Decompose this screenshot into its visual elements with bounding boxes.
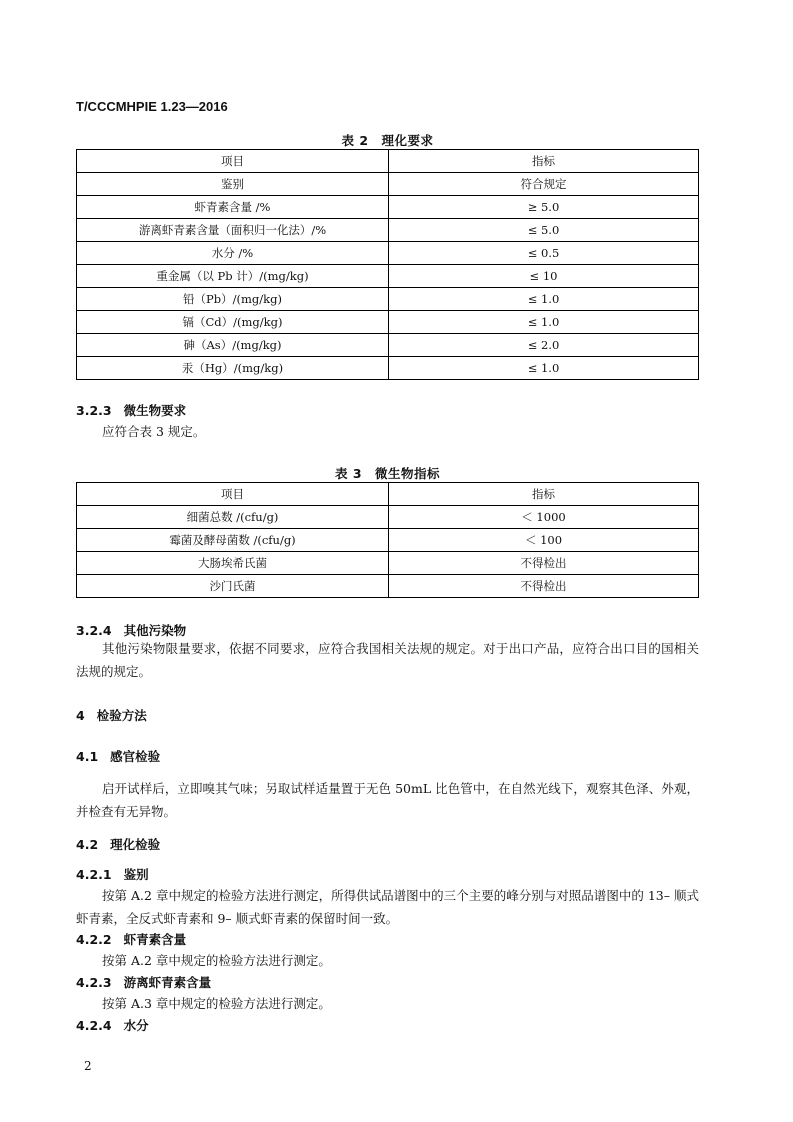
section-number: 4.2.3 <box>76 975 112 990</box>
table-row <box>77 357 699 380</box>
index-cell: ≤ 5.0 <box>389 219 699 242</box>
section-title: 检验方法 <box>96 708 147 723</box>
index-cell: 不得检出 <box>389 575 699 598</box>
section-number: 4.1 <box>76 749 99 764</box>
index-cell: ≤ 0.5 <box>389 242 699 265</box>
index-cell: ≤ 1.0 <box>389 288 699 311</box>
item-cell: 沙门氏菌 <box>77 575 389 598</box>
section-4-heading <box>76 706 147 724</box>
item-cell: 游离虾青素含量（面积归一化法）/% <box>77 219 389 242</box>
section-title: 理化检验 <box>110 837 161 852</box>
index-cell: 不得检出 <box>389 552 699 575</box>
section-title: 鉴别 <box>123 867 149 882</box>
section-number: 4.2.2 <box>76 932 112 947</box>
section-number: 4.2 <box>76 837 99 852</box>
item-cell: 铅（Pb）/(mg/kg) <box>77 288 389 311</box>
table-row <box>77 506 699 529</box>
item-cell: 汞（Hg）/(mg/kg) <box>77 357 389 380</box>
item-cell: 鉴别 <box>77 173 389 196</box>
item-cell: 霉菌及酵母菌数 /(cfu/g) <box>77 529 389 552</box>
section-title: 感官检验 <box>110 749 161 764</box>
table2-caption: 表 2 理化要求 <box>341 133 434 148</box>
table-row <box>77 242 699 265</box>
page-number: 2 <box>84 1059 92 1073</box>
index-cell: ≤ 2.0 <box>389 334 699 357</box>
table-row <box>77 219 699 242</box>
document-id: T/CCCMHPIE 1.23—2016 <box>76 99 228 114</box>
index-cell: ＜ 100 <box>389 529 699 552</box>
section-number: 4 <box>76 708 85 723</box>
table-row <box>77 334 699 357</box>
section-4-1-heading <box>76 747 160 765</box>
index-cell: ≤ 1.0 <box>389 311 699 334</box>
section-4-2-3-heading <box>76 973 211 991</box>
index-cell: ≤ 1.0 <box>389 357 699 380</box>
section-4-2-4-heading <box>76 1016 149 1034</box>
section-4-2-3-text: 按第 A.3 章中规定的检验方法进行测定。 <box>102 996 331 1011</box>
table3-caption: 表 3 微生物指标 <box>334 466 441 481</box>
table-row <box>77 265 699 288</box>
section-number: 3.2.4 <box>76 623 112 638</box>
header-cell-item: 项目 <box>77 150 389 173</box>
header-cell-item: 项目 <box>77 483 389 506</box>
section-4-1-text: 启开试样后，立即嗅其气味；另取试样适量置于无色 50mL 比色管中，在自然光线下，观察其色泽、外观，并检查有无异物。 <box>76 781 699 819</box>
section-4-2-2-heading <box>76 930 186 948</box>
table2 <box>76 149 699 380</box>
section-3-2-3-heading <box>76 401 186 419</box>
header-cell-index: 指标 <box>389 483 699 506</box>
section-number: 4.2.4 <box>76 1018 112 1033</box>
section-4-2-heading <box>76 835 160 853</box>
table-row <box>77 529 699 552</box>
table-row <box>77 288 699 311</box>
section-4-2-2-text: 按第 A.2 章中规定的检验方法进行测定。 <box>102 953 331 968</box>
section-title: 其他污染物 <box>123 623 187 638</box>
table-row <box>77 196 699 219</box>
index-cell: ≥ 5.0 <box>389 196 699 219</box>
table-row <box>77 552 699 575</box>
section-title: 游离虾青素含量 <box>123 975 212 990</box>
header-cell-index: 指标 <box>389 150 699 173</box>
section-4-2-1-heading <box>76 865 149 883</box>
section-3-2-4-text: 其他污染物限量要求，依据不同要求，应符合我国相关法规的规定。对于出口产品，应符合出口目的国相关法规的规定。 <box>76 641 699 679</box>
section-number: 4.2.1 <box>76 867 112 882</box>
item-cell: 水分 /% <box>77 242 389 265</box>
section-title: 微生物要求 <box>123 403 187 418</box>
index-cell: 符合规定 <box>389 173 699 196</box>
table-row <box>77 311 699 334</box>
item-cell: 细菌总数 /(cfu/g) <box>77 506 389 529</box>
table-row <box>77 173 699 196</box>
table3-body <box>77 483 699 598</box>
table-header-row <box>77 150 699 173</box>
item-cell: 虾青素含量 /% <box>77 196 389 219</box>
index-cell: ≤ 10 <box>389 265 699 288</box>
index-cell: ＜ 1000 <box>389 506 699 529</box>
table2-body <box>77 150 699 380</box>
item-cell: 砷（As）/(mg/kg) <box>77 334 389 357</box>
table-header-row <box>77 483 699 506</box>
item-cell: 重金属（以 Pb 计）/(mg/kg) <box>77 265 389 288</box>
section-4-2-1-text: 按第 A.2 章中规定的检验方法进行测定，所得供试品谱图中的三个主要的峰分别与对照品谱图中的 13– 顺式虾青素，全反式虾青素和 9– 顺式虾青素的保留时间一致。 <box>76 888 699 926</box>
section-title: 虾青素含量 <box>123 932 187 947</box>
item-cell: 大肠埃希氏菌 <box>77 552 389 575</box>
section-title: 水分 <box>123 1018 149 1033</box>
table-row <box>77 575 699 598</box>
section-3-2-3-text: 应符合表 3 规定。 <box>102 424 206 439</box>
section-number: 3.2.3 <box>76 403 112 418</box>
table3 <box>76 482 699 598</box>
item-cell: 镉（Cd）/(mg/kg) <box>77 311 389 334</box>
